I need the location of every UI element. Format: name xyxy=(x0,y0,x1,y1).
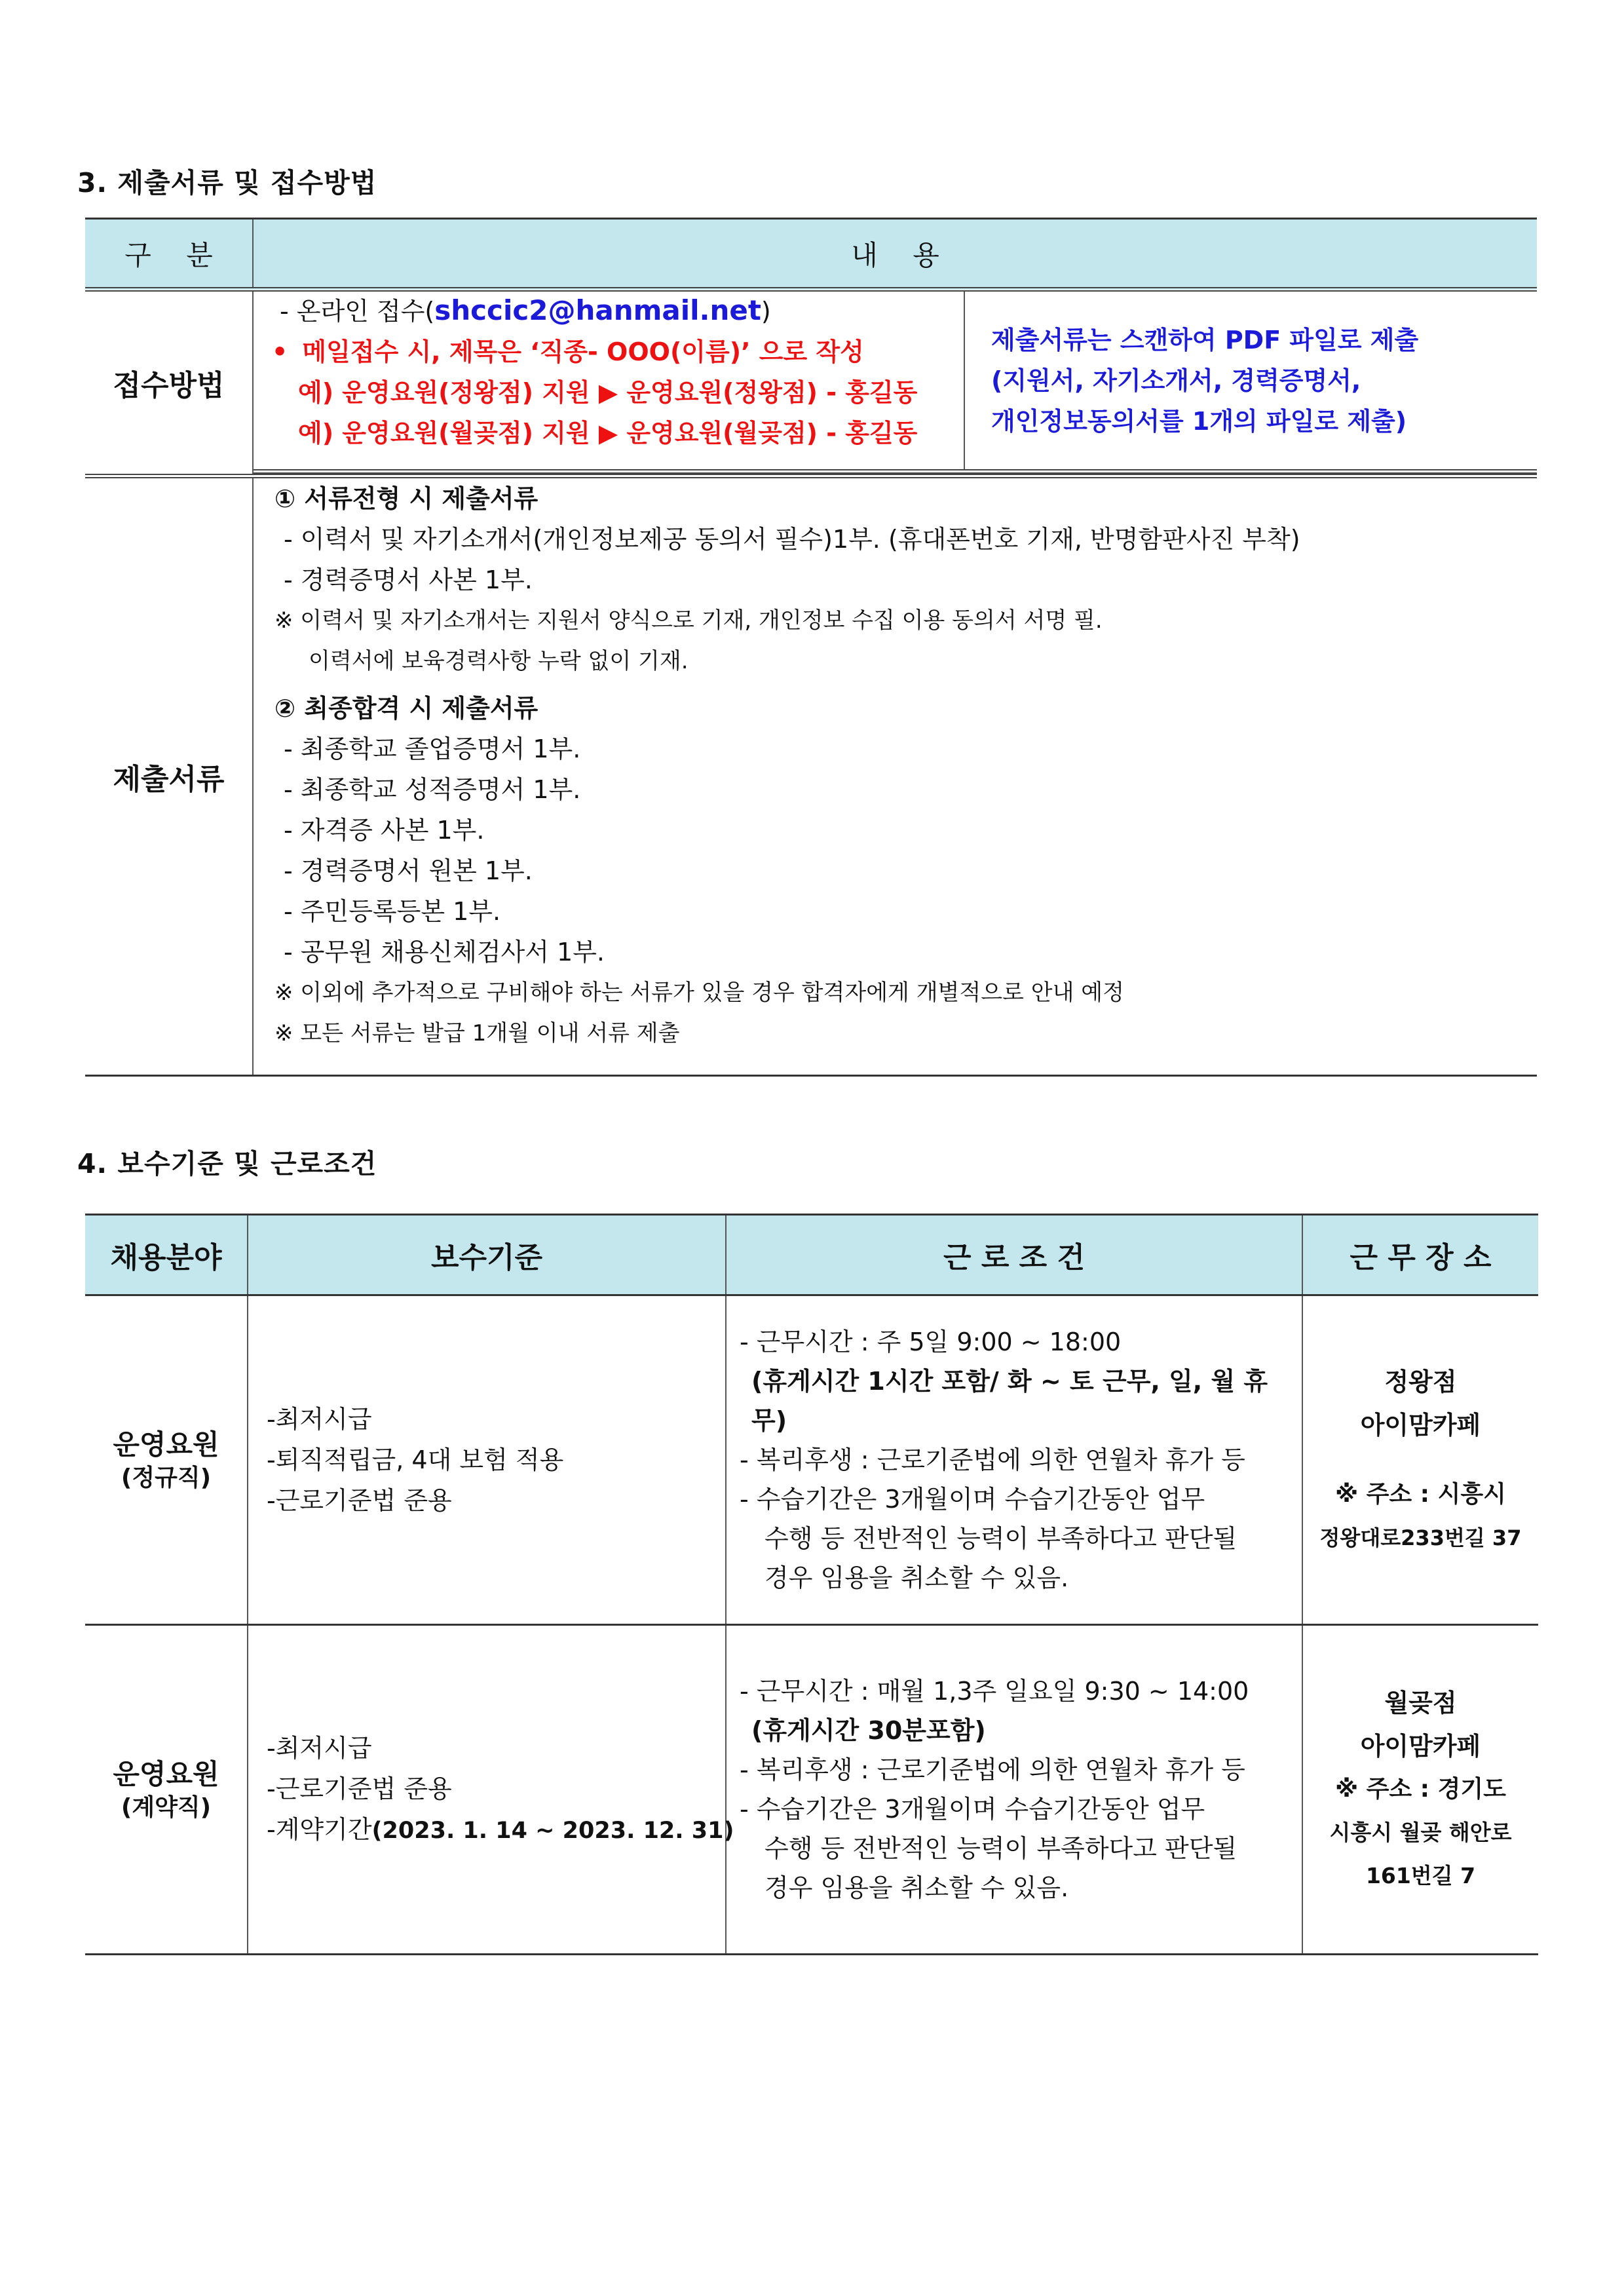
conditions-cell: - 근무시간 : 주 5일 9:00 ~ 18:00 (휴게시간 1시간 포함/ 화 ~ 토 근무, 일, 월 휴무) - 복리후생 : 근로기준법에 의한 연월차 휴가 등 - 수습기간은 3개월이며 수습기간동안 업무 수행 등 전반적인 능력이 부족하다고 판단될 경우 임용을 취소할 수 있음. xyxy=(726,1295,1302,1625)
group2-item: - 주민등록등본 1부. xyxy=(284,897,501,926)
group1-item: - 경력증명서 사본 1부. xyxy=(284,565,533,594)
submission-table xyxy=(85,218,1537,1077)
pay-cell: -최저시급 -근로기준법 준용 -계약기간(2023. 1. 14 ~ 2023. 12. 31) xyxy=(248,1625,726,1955)
example-1: 예) 운영요원(정왕점) 지원 ▶ 운영요원(정왕점) - 홍길동 xyxy=(298,378,918,407)
pdf-notice: 제출서류는 스캔하여 PDF 파일로 제출 (지원서, 자기소개서, 경력증명서, 개인정보동의서를 1개의 파일로 제출) xyxy=(964,292,1537,472)
header-location: 근 무 장 소 xyxy=(1302,1215,1538,1295)
header-pay: 보수기준 xyxy=(248,1215,726,1295)
group2-item: - 경력증명서 원본 1부. xyxy=(284,856,533,885)
example-2: 예) 운영요원(월곶점) 지원 ▶ 운영요원(월곶점) - 홍길동 xyxy=(298,419,918,448)
group2-item: - 공무원 채용신체검사서 1부. xyxy=(284,938,605,966)
section-3-title: 3. 제출서류 및 접수방법 xyxy=(77,167,377,199)
section-4-title: 4. 보수기준 및 근로조건 xyxy=(77,1148,377,1179)
email-link[interactable]: shccic2@hanmail.net xyxy=(434,294,761,326)
note-1: ※ 이력서 및 자기소개서는 지원서 양식으로 기재, 개인정보 수집 이용 동의서 서명 필. xyxy=(274,607,1103,634)
documents-label: 제출서류 xyxy=(85,476,253,1076)
mail-rule: • 메일접수 시, 제목은 ‘직종- OOO(이름)’ 으로 작성 xyxy=(272,337,864,366)
note-1-continued: 이력서에 보육경력사항 누락 없이 기재. xyxy=(309,648,689,674)
header-field: 채용분야 xyxy=(85,1215,248,1295)
method-content xyxy=(253,290,1537,476)
location-cell: 월곶점 아이맘카페 ※ 주소 : 경기도 시흥시 월곶 해안로 161번길 7 xyxy=(1302,1625,1538,1955)
online-submission: - 온라인 접수(shccic2@hanmail.net) xyxy=(280,294,771,326)
pay-cell: -최저시급 -퇴직적립금, 4대 보험 적용 -근로기준법 준용 xyxy=(248,1295,726,1625)
note-3: ※ 모든 서류는 발급 1개월 이내 서류 제출 xyxy=(274,1020,680,1046)
conditions-cell: - 근무시간 : 매월 1,3주 일요일 9:30 ~ 14:00 (휴게시간 30분포함) - 복리후생 : 근로기준법에 의한 연월차 휴가 등 - 수습기간은 3개월이며 수습기간동안 업무 수행 등 전반적인 능력이 부족하다고 판단될 경우 임용을 취소할 수 있음. xyxy=(726,1625,1302,1955)
role-cell: 운영요원 (정규직) xyxy=(85,1295,248,1625)
documents-content xyxy=(253,476,1537,1076)
group2-title: ② 최종합격 시 제출서류 xyxy=(274,694,538,723)
table-row xyxy=(85,1625,1538,1955)
note-2: ※ 이외에 추가적으로 구비해야 하는 서류가 있을 경우 합격자에게 개별적으로 안내 예정 xyxy=(274,980,1124,1006)
group1-title: ① 서류전형 시 제출서류 xyxy=(274,484,538,513)
header-content: 내 용 xyxy=(253,219,1537,290)
header-conditions: 근 로 조 건 xyxy=(726,1215,1302,1295)
group1-item: - 이력서 및 자기소개서(개인정보제공 동의서 필수)1부. (휴대폰번호 기재, 반명함판사진 부착) xyxy=(284,525,1300,554)
method-label: 접수방법 xyxy=(85,290,253,476)
role-cell: 운영요원 (계약직) xyxy=(85,1625,248,1955)
conditions-table xyxy=(85,1214,1538,1955)
location-cell: 정왕점 아이맘카페 ※ 주소 : 시흥시 정왕대로233번길 37 xyxy=(1302,1295,1538,1625)
group2-item: - 최종학교 성적증명서 1부. xyxy=(284,775,581,804)
group2-item: - 자격증 사본 1부. xyxy=(284,816,485,845)
table-row xyxy=(85,1295,1538,1625)
group2-item: - 최종학교 졸업증명서 1부. xyxy=(284,735,581,763)
bullet-icon: • xyxy=(272,337,288,366)
header-category: 구 분 xyxy=(85,219,253,290)
